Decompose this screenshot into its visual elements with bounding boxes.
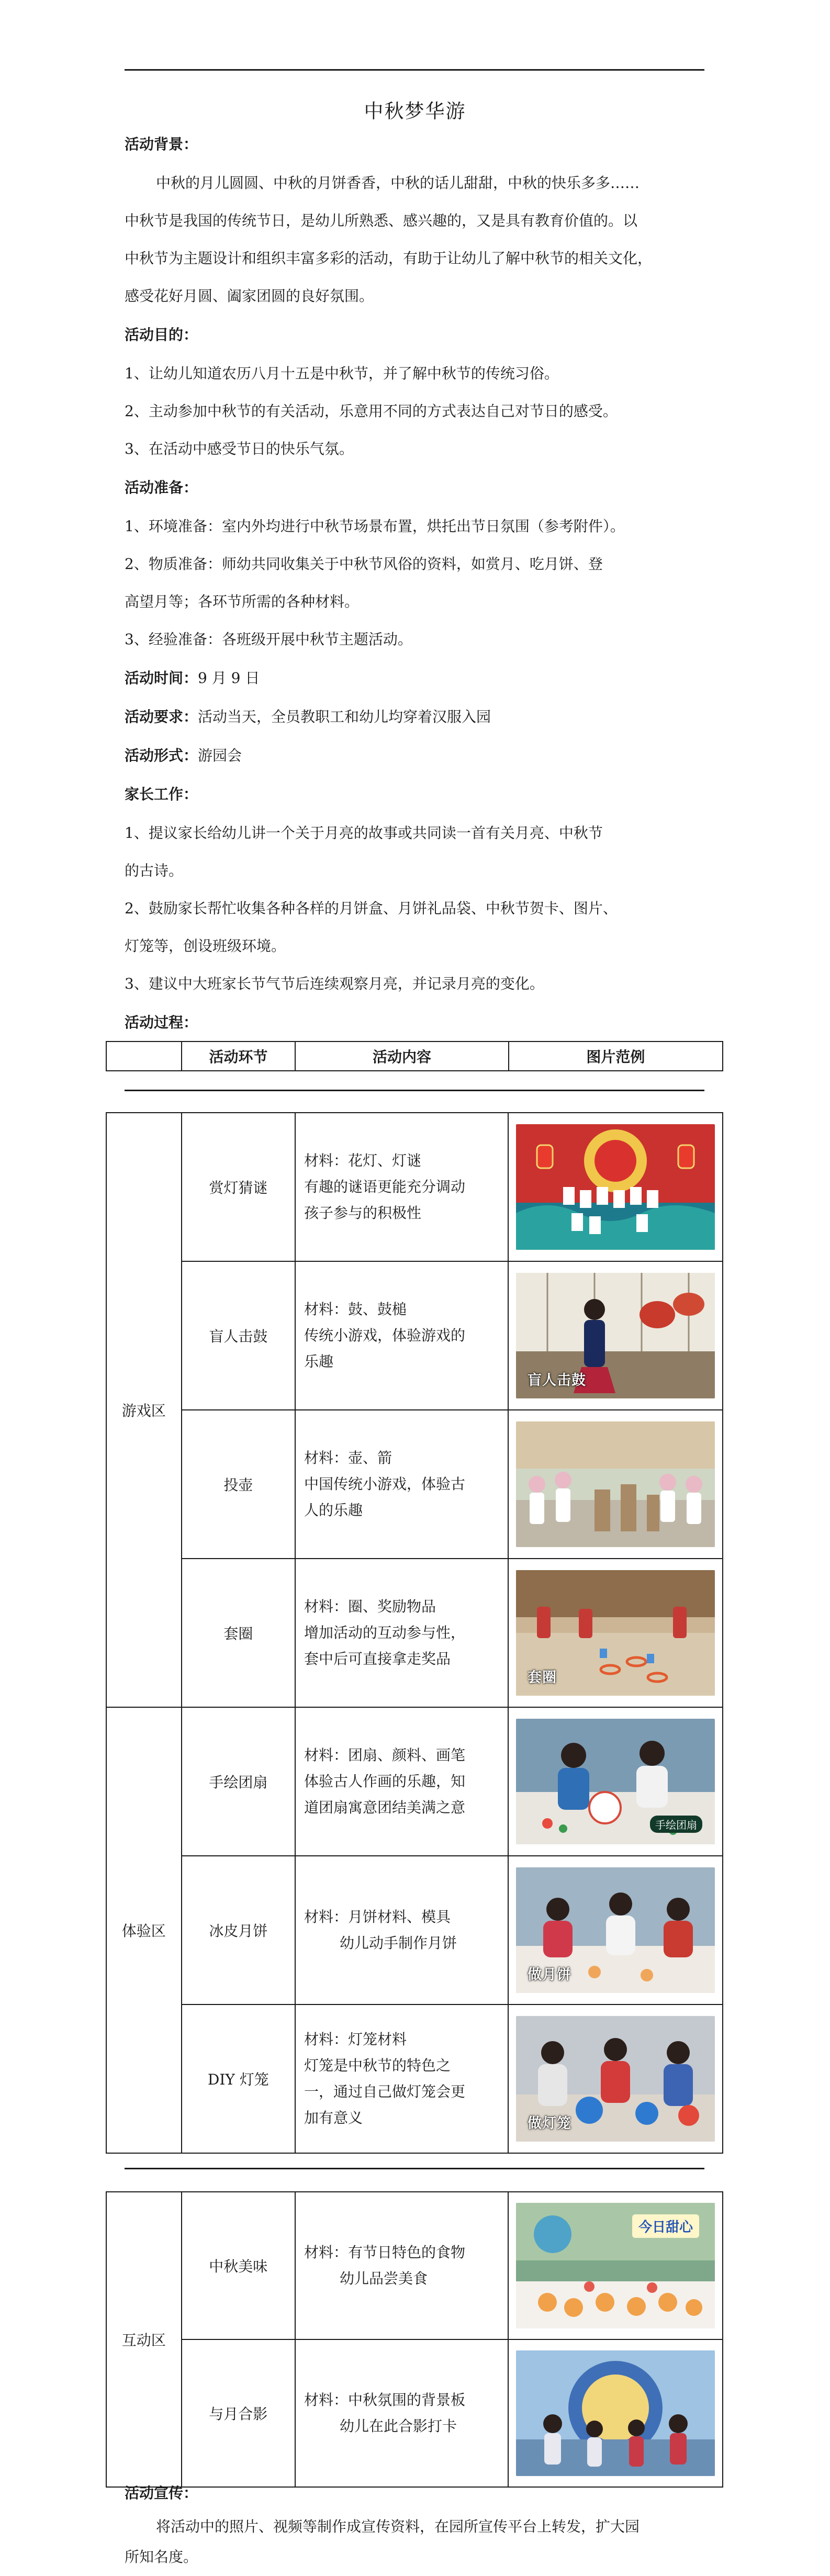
background-line: 中秋节为主题设计和组织丰富多彩的活动，有助于让幼儿了解中秋节的相关文化，: [125, 250, 653, 267]
fan-painting-photo: [516, 1719, 715, 1844]
background-line: 中秋的月儿圆圆、中秋的月饼香香，中秋的话儿甜甜，中秋的快乐多多……: [156, 174, 640, 192]
activity-content: [295, 2004, 508, 2153]
activity-name: 盲人击鼓: [182, 1261, 295, 1410]
goal-heading: 活动目的：: [125, 326, 198, 343]
content-line: 幼儿动手制作月饼: [340, 1934, 457, 1952]
form-value: 游园会: [198, 747, 242, 764]
ring-toss-photo: [516, 1570, 715, 1696]
content-line: 材料：鼓、鼓槌: [304, 1301, 407, 1318]
activity-content: [295, 1559, 508, 1707]
content-line: 中国传统小游戏，体验古: [304, 1475, 466, 1493]
content-line: 幼儿在此合影打卡: [340, 2417, 457, 2435]
activity-photo-cell: [508, 2004, 723, 2153]
content-line: 材料：花灯、灯谜: [304, 1152, 422, 1169]
content-line: 材料：中秋氛围的背景板: [304, 2391, 466, 2409]
goal-line: 2、主动参加中秋节的有关活动，乐意用不同的方式表达自己对节日的感受。: [125, 402, 618, 420]
content-line: 材料：壶、箭: [304, 1449, 392, 1466]
activity-photo-cell: [508, 1261, 723, 1410]
page-bottom-rule: [125, 1090, 704, 1091]
content-line: 传统小游戏，体验游戏的: [304, 1327, 466, 1344]
header-cell-example: 图片范例: [509, 1041, 723, 1071]
content-line: 加有意义: [304, 2109, 363, 2126]
parents-line: 3、建议中大班家长节气节后连续观察月亮，并记录月亮的变化。: [125, 975, 544, 992]
prep-line: 3、经验准备：各班级开展中秋节主题活动。: [125, 631, 412, 648]
activity-content: [295, 1707, 508, 1856]
activity-content: [295, 1261, 508, 1410]
photo-caption: 盲人击鼓: [528, 1372, 587, 1388]
content-line: 材料：灯笼材料: [304, 2031, 407, 2048]
activity-photo-cell: [508, 2339, 723, 2487]
zone-cell-experience: 体验区: [106, 1707, 182, 2153]
activity-content: [295, 1856, 508, 2004]
activity-name: 投壶: [182, 1410, 295, 1559]
photo-caption: 今日甜心: [632, 2214, 699, 2238]
page-top-rule: [125, 69, 704, 71]
zone-cell-interactive: 互动区: [106, 2192, 182, 2487]
page-title: 中秋梦华游: [364, 100, 466, 122]
activity-content: [295, 1113, 508, 1261]
activity-content: [295, 1410, 508, 1559]
mooncake-making-photo: [516, 1867, 715, 1993]
table-row: [106, 1856, 723, 2004]
content-line: 人的乐趣: [304, 1502, 363, 1519]
content-line: 体验古人作画的乐趣，知: [304, 1773, 466, 1790]
background-line: 感受花好月圆、阖家团圆的良好氛围。: [125, 287, 374, 305]
content-line: 灯笼是中秋节的特色之: [304, 2057, 451, 2074]
lantern-diy-photo: [516, 2016, 715, 2142]
goal-line: 1、让幼儿知道农历八月十五是中秋节，并了解中秋节的传统习俗。: [125, 365, 559, 382]
table-row: [106, 2192, 723, 2339]
activity-content: [295, 2339, 508, 2487]
moon-photo-spot-photo: [516, 2350, 715, 2476]
prep-line: 高望月等；各环节所需的各种材料。: [125, 593, 360, 610]
table-row: [106, 1261, 723, 1410]
form-label: 活动形式：: [125, 747, 198, 764]
content-line: 乐趣: [304, 1353, 334, 1370]
activity-name: 手绘团扇: [182, 1707, 295, 1856]
activity-table-page-3: [106, 2191, 723, 2488]
pot-throwing-photo: [516, 1421, 715, 1547]
activity-name: 冰皮月饼: [182, 1856, 295, 2004]
photo-caption: 做灯笼: [528, 2115, 572, 2132]
table-row: [106, 1410, 723, 1559]
prep-heading: 活动准备：: [125, 479, 198, 496]
activity-name: 赏灯猜谜: [182, 1113, 295, 1261]
content-line: 材料：有节日特色的食物: [304, 2244, 466, 2261]
activity-content: [295, 2192, 508, 2339]
content-line: 孩子参与的积极性: [304, 1204, 422, 1222]
parents-line: 1、提议家长给幼儿讲一个关于月亮的故事或共同读一首有关月亮、中秋节: [125, 824, 603, 842]
table-row: [106, 2339, 723, 2487]
requirement-line: [125, 707, 704, 727]
activity-name: DIY 灯笼: [182, 2004, 295, 2153]
content-line: 材料：圈、奖励物品: [304, 1598, 436, 1615]
table-row: [106, 1559, 723, 1707]
content-line: 材料：团扇、颜料、画笔: [304, 1746, 466, 1764]
promo-heading: 活动宣传：: [125, 2484, 198, 2502]
promo-line: 将活动中的照片、视频等制作成宣传资料，在园所宣传平台上转发，扩大园: [156, 2518, 640, 2535]
activity-photo-cell: [508, 2192, 723, 2339]
header-cell-content: 活动内容: [295, 1041, 508, 1071]
page-bottom-rule: [125, 2168, 704, 2169]
content-line: 材料：月饼材料、模具: [304, 1908, 451, 1925]
content-line: 有趣的谜语更能充分调动: [304, 1178, 466, 1195]
process-table-header: [106, 1041, 723, 1071]
activity-name: 与月合影: [182, 2339, 295, 2487]
background-heading: 活动背景：: [125, 136, 198, 153]
festive-food-photo: [516, 2203, 715, 2328]
activity-photo-cell: [508, 1113, 723, 1261]
parents-line: 灯笼等，创设班级环境。: [125, 937, 286, 955]
parents-line: 2、鼓励家长帮忙收集各种各样的月饼盒、月饼礼品袋、中秋节贺卡、图片、: [125, 900, 618, 917]
activity-photo-cell: [508, 1856, 723, 2004]
prep-line: 2、物质准备：师幼共同收集关于中秋节风俗的资料，如赏月、吃月饼、登: [125, 555, 603, 573]
parents-line: 的古诗。: [125, 862, 184, 879]
table-row: [106, 1707, 723, 1856]
content-line: 套中后可直接拿走奖品: [304, 1650, 451, 1667]
table-row: [106, 1113, 723, 1261]
activity-table-page-2: [106, 1112, 723, 2154]
content-line: 幼儿品尝美食: [340, 2270, 428, 2287]
header-cell-zone: [106, 1041, 182, 1071]
background-line: 中秋节是我国的传统节日，是幼儿所熟悉、感兴趣的，又是具有教育价值的。以: [125, 212, 638, 229]
activity-photo-cell: [508, 1707, 723, 1856]
time-label: 活动时间：: [125, 669, 198, 687]
content-line: 道团扇寓意团结美满之意: [304, 1799, 466, 1816]
time-line: [125, 668, 704, 689]
requirement-label: 活动要求：: [125, 708, 198, 725]
activity-name: 中秋美味: [182, 2192, 295, 2339]
time-value: 9 月 9 日: [198, 669, 260, 687]
photo-caption: 套圈: [528, 1670, 557, 1686]
photo-caption: 做月饼: [528, 1967, 572, 1983]
process-heading: 活动过程：: [125, 1014, 198, 1031]
activity-name: 套圈: [182, 1559, 295, 1707]
zone-cell-game: 游戏区: [106, 1113, 182, 1707]
content-line: 一，通过自己做灯笼会更: [304, 2083, 466, 2100]
blind-drum-photo: [516, 1273, 715, 1398]
content-line: 增加活动的互动参与性，: [304, 1624, 466, 1641]
requirement-value: 活动当天，全员教职工和幼儿均穿着汉服入园: [198, 708, 491, 725]
table-row: [106, 2004, 723, 2153]
photo-caption: 手绘团扇: [650, 1816, 702, 1833]
lantern-riddle-photo: [516, 1124, 715, 1250]
goal-line: 3、在活动中感受节日的快乐气氛。: [125, 440, 354, 457]
promo-line: 所知名度。: [125, 2548, 198, 2566]
header-cell-activity: 活动环节: [182, 1041, 296, 1071]
activity-photo-cell: [508, 1559, 723, 1707]
prep-line: 1、环境准备：室内外均进行中秋节场景布置，烘托出节日氛围（参考附件）。: [125, 518, 625, 535]
parents-heading: 家长工作：: [125, 786, 198, 803]
form-line: [125, 745, 704, 766]
activity-photo-cell: [508, 1410, 723, 1559]
